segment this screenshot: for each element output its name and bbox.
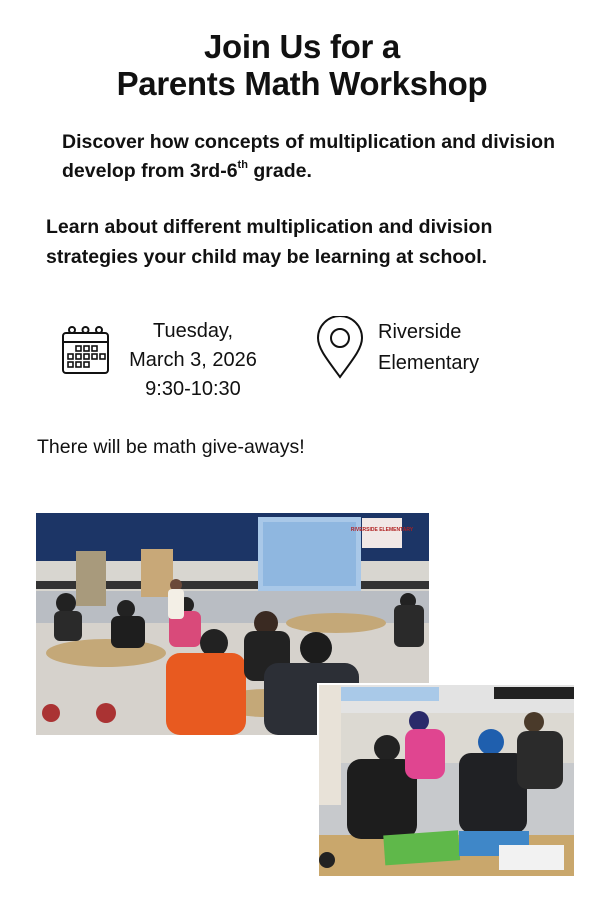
event-time: 9:30-10:30 <box>145 378 241 400</box>
strategies-paragraph: Learn about different multiplication and division strategies your child may be learning at school. <box>46 216 493 268</box>
calendar-icon <box>61 325 110 375</box>
location-line-1: Riverside <box>378 321 462 343</box>
title-line-2: Parents Math Workshop <box>116 65 488 102</box>
intro-text-end: grade. <box>247 160 312 182</box>
title-line-1: Join Us for a <box>204 28 400 65</box>
map-pin-icon <box>316 316 364 379</box>
location-line-2: Elementary <box>378 352 480 374</box>
event-date-time <box>110 317 276 404</box>
parents-at-table-photo <box>319 685 574 876</box>
intro-paragraph <box>62 128 562 186</box>
event-location <box>378 317 538 379</box>
school-banner-text: RIVERSIDE ELEMENTARY <box>350 527 414 533</box>
event-day: Tuesday, <box>152 320 234 342</box>
giveaway-note: There will be math give-aways! <box>37 436 305 458</box>
page-title <box>0 28 604 102</box>
event-date: March 3, 2026 <box>129 349 257 371</box>
ordinal-superscript: th <box>237 158 248 171</box>
intro-text: Discover how concepts of multiplication and division develop from 3rd-6 <box>62 131 555 182</box>
